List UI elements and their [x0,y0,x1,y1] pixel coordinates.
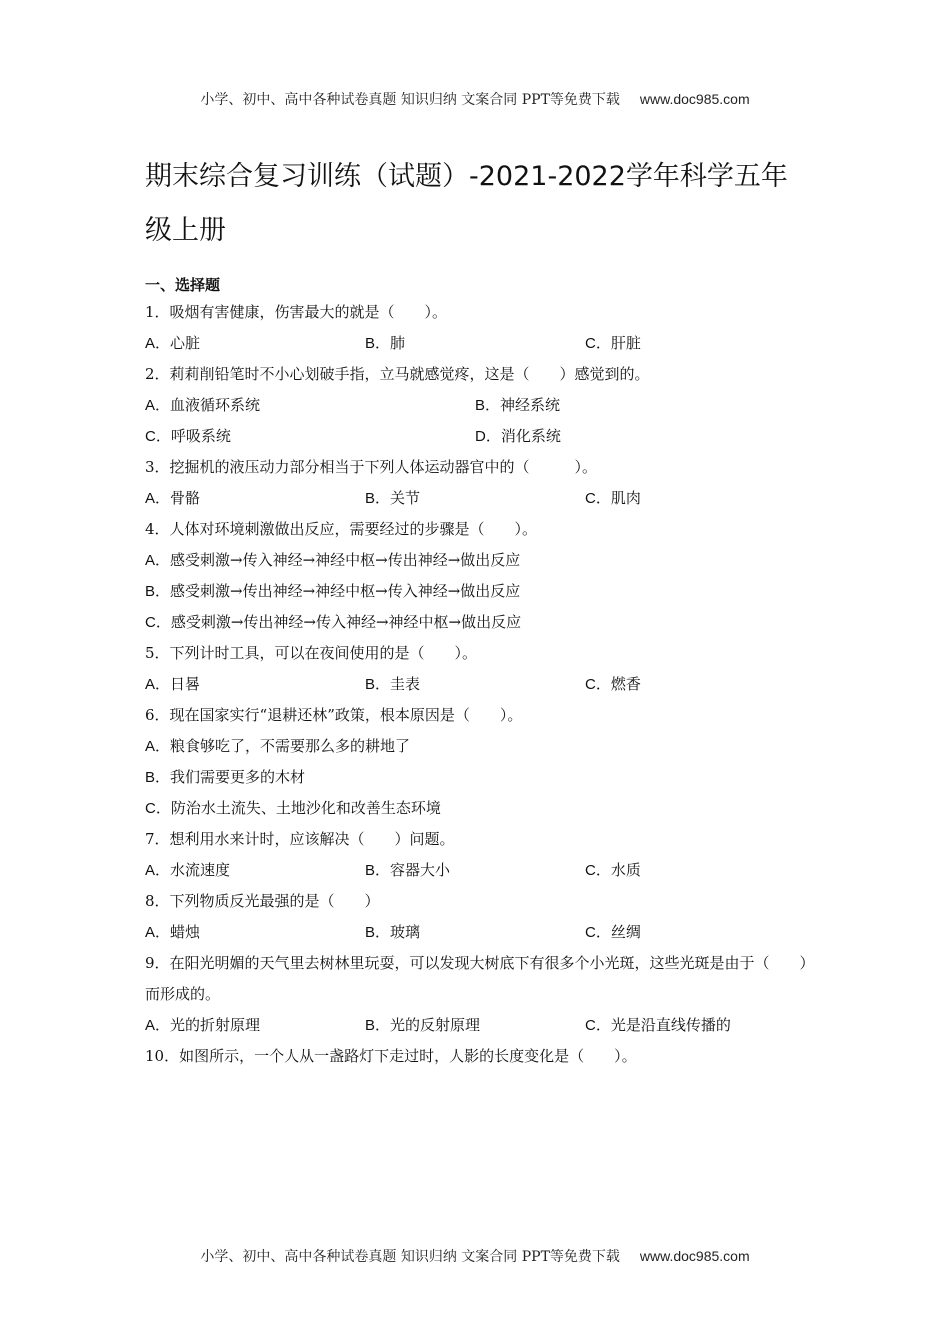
option-letter: B． [145,769,171,786]
question-stem: 1．吸烟有害健康，伤害最大的就是（ ）。 [145,303,448,321]
option-letter: A． [145,1017,171,1034]
option-letter: B． [365,676,391,693]
question-stem: 9．在阳光明媚的天气里去树林里玩耍，可以发现大树底下有很多个小光斑，这些光斑是由于（ ）而形成的。 [145,954,808,1003]
question-stem: 2．莉莉削铅笔时不小心划破手指，立马就感觉疼，这是（ ）感觉到的。 [145,365,650,383]
option-letter: A． [145,397,171,414]
option-letter: A． [145,862,171,879]
option-text: 蜡烛 [170,923,201,941]
option-row [145,669,810,700]
option-letter: B． [365,1017,391,1034]
option-letter: B． [475,397,501,414]
option-letter: B． [365,335,391,352]
option [585,855,805,886]
option-text: 感受刺激→传出神经→神经中枢→传入神经→做出反应 [170,582,521,600]
option-row [145,483,810,514]
option-letter: C． [585,1017,611,1034]
option-row [145,328,810,359]
option [145,762,810,793]
question-stem: 5．下列计时工具，可以在夜间使用的是（ ）。 [145,644,478,662]
option [145,545,810,576]
option [145,917,365,948]
option-letter: B． [365,924,391,941]
running-header [0,89,950,109]
option [145,483,365,514]
option-letter: B． [145,583,171,600]
option [145,1010,365,1041]
running-footer [0,1246,950,1266]
option-text: 水流速度 [170,861,231,879]
option [475,421,805,452]
option [365,1010,585,1041]
option [365,669,585,700]
option-text: 光的反射原理 [390,1016,481,1034]
option-text: 光是沿直线传播的 [610,1016,731,1034]
option [585,917,805,948]
option [145,669,365,700]
option-text: 水质 [610,861,641,879]
option-text: 肝脏 [610,334,641,352]
option-letter: A． [145,676,171,693]
option-text: 呼吸系统 [170,427,231,445]
option-text: 防治水土流失、土地沙化和改善生态环境 [170,799,441,817]
option-text: 玻璃 [390,923,421,941]
option-letter: A． [145,490,171,507]
question-stem: 7．想利用水来计时，应该解决（ ）问题。 [145,830,455,848]
header-site-link[interactable]: www.doc985.com [639,91,750,107]
header-text: 小学、初中、高中各种试卷真题 知识归纳 文案合同 PPT等免费下载 [200,92,620,108]
option-text: 关节 [390,489,421,507]
section-heading: 一、选择题 [145,276,221,294]
option-letter: C． [585,490,611,507]
option-text: 光的折射原理 [170,1016,261,1034]
option-letter: B． [365,490,391,507]
option-row [145,1010,810,1041]
question-stem: 6．现在国家实行“退耕还林”政策，根本原因是（ ）。 [145,706,523,724]
question-stem: 8．下列物质反光最强的是（ ） [145,892,380,910]
question-stem: 4．人体对环境刺激做出反应，需要经过的步骤是（ ）。 [145,520,538,538]
option-letter: C． [585,335,611,352]
option [365,917,585,948]
option-letter: A． [145,335,171,352]
option-text: 肺 [390,334,406,352]
document-title: 期末综合复习训练（试题）-2021-2022学年科学五年级上册 [145,161,788,246]
option-text: 心脏 [170,334,201,352]
option-letter: B． [365,862,391,879]
option [145,731,810,762]
option [585,328,805,359]
option-letter: C． [145,800,171,817]
option [145,421,475,452]
option [365,855,585,886]
option [145,855,365,886]
option [585,1010,805,1041]
option-letter: A． [145,552,171,569]
option-text: 粮食够吃了，不需要那么多的耕地了 [170,737,411,755]
option [585,669,805,700]
option-letter: D． [475,428,501,445]
footer-site-link[interactable]: www.doc985.com [639,1248,750,1264]
option-text: 血液循环系统 [170,396,261,414]
option-text: 容器大小 [390,861,451,879]
option-text: 日晷 [170,675,201,693]
option-text: 神经系统 [500,396,561,414]
option [145,576,810,607]
option-letter: C． [585,924,611,941]
option-text: 丝绸 [610,923,641,941]
option [145,328,365,359]
option [365,328,585,359]
option [475,390,805,421]
footer-text: 小学、初中、高中各种试卷真题 知识归纳 文案合同 PPT等免费下载 [200,1249,620,1265]
option [365,483,585,514]
option-row [145,855,810,886]
question-list [145,273,810,1072]
option-letter: C． [585,862,611,879]
option-text: 骨骼 [170,489,201,507]
option-letter: A． [145,738,171,755]
question-stem: 10．如图所示，一个人从一盏路灯下走过时，人影的长度变化是（ ）。 [145,1047,637,1065]
option-letter: C． [145,614,171,631]
option [145,607,810,638]
option-text: 感受刺激→传出神经→传入神经→神经中枢→做出反应 [170,613,522,631]
option [585,483,805,514]
option-text: 圭表 [390,675,421,693]
option-text: 消化系统 [500,427,561,445]
option-letter: A． [145,924,171,941]
option-text: 燃香 [610,675,641,693]
option-row [145,390,810,421]
option-text: 我们需要更多的木材 [170,768,306,786]
option-row [145,421,810,452]
option [145,390,475,421]
option-letter: C． [585,676,611,693]
question-stem: 3．挖掘机的液压动力部分相当于下列人体运动器官中的（ ）。 [145,458,598,476]
option [145,793,810,824]
option-letter: C． [145,428,171,445]
option-text: 感受刺激→传入神经→神经中枢→传出神经→做出反应 [170,551,521,569]
option-text: 肌肉 [610,489,641,507]
option-row [145,917,810,948]
